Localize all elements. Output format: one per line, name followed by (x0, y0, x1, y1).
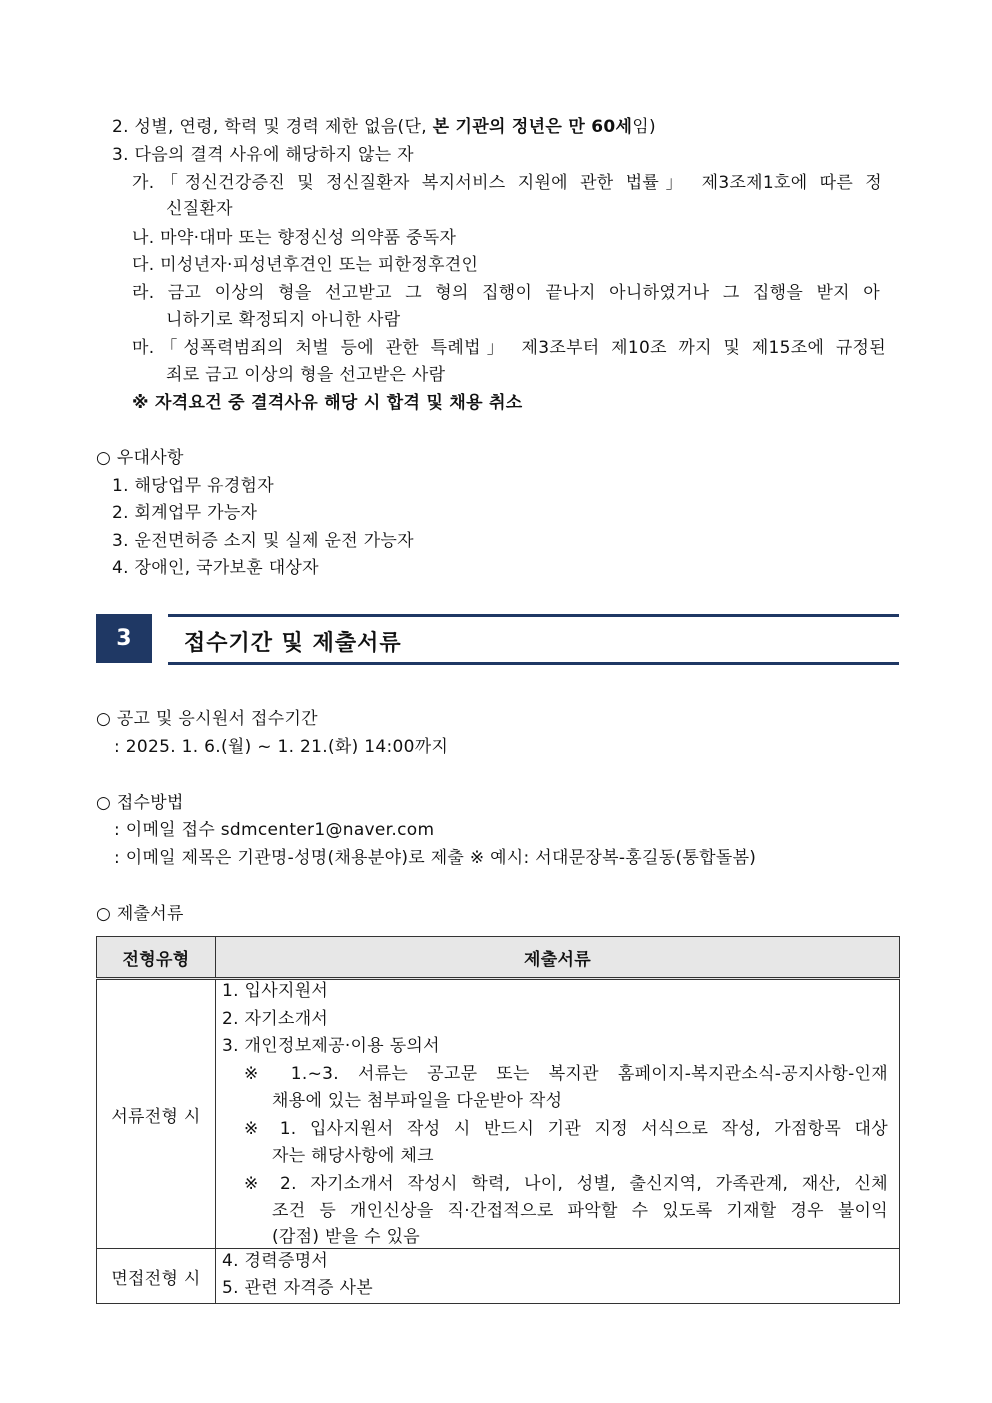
doc-item: 4. 경력증명서 (222, 1251, 329, 1271)
section-number-badge: 3 (96, 614, 152, 663)
qualification-item-2-text: 2. 성별, 연령, 학력 및 경력 제한 없음(단, (112, 117, 433, 137)
doc-note-2-line1: ※ 1. 입사지원서 작성 시 반드시 기관 지정 서식으로 작성, 가점항목 대상 (244, 1119, 888, 1139)
period-heading: ○ 공고 및 응시원서 접수기간 (96, 709, 318, 729)
row-docs-interview (216, 1249, 900, 1304)
disqualification-ra-line1: 라. 금고 이상의 형을 선고받고 그 형의 집행이 끝나지 아니하였거나 그 집행을 받지 아 (132, 283, 880, 303)
doc-note-1-line1: ※ 1.~3. 서류는 공고문 또는 복지관 홈페이지-복지관소식-공지사항-인재 (244, 1064, 888, 1084)
documents-table (96, 936, 900, 1304)
doc-item: 3. 개인정보제공·이용 동의서 (222, 1036, 440, 1056)
doc-item: 1. 입사지원서 (222, 981, 329, 1001)
qualification-item-2-suffix: 임) (632, 117, 656, 137)
doc-note-3-line3: (감점) 받을 수 있음 (272, 1227, 421, 1247)
disqualification-note: ※ 자격요건 중 결격사유 해당 시 합격 및 채용 취소 (132, 393, 523, 413)
row-docs-document-screening (216, 979, 900, 1249)
row-type-interview: 면접전형 시 (97, 1249, 216, 1304)
doc-item: 5. 관련 자격증 사본 (222, 1278, 373, 1298)
documents-heading: ○ 제출서류 (96, 904, 184, 924)
disqualification-ga-line1: 가.「정신건강증진 및 정신질환자 복지서비스 지원에 관한 법률」 제3조제1호에 따른 정 (132, 173, 882, 193)
method-email: : 이메일 접수 sdmcenter1@naver.com (114, 820, 435, 840)
preference-item: 1. 해당업무 유경험자 (112, 476, 275, 496)
qualification-item-2 (112, 116, 656, 138)
section-title: 접수기간 및 제출서류 (184, 631, 402, 656)
doc-note-2-line2: 자는 해당사항에 체크 (272, 1146, 434, 1166)
doc-note-3-line2: 조건 등 개인신상을 직·간접적으로 파악할 수 있도록 기재할 경우 불이익 (272, 1201, 888, 1221)
row-type-document-screening: 서류전형 시 (97, 979, 216, 1249)
table-header-row (97, 937, 900, 979)
method-subject-rule: : 이메일 제목은 기관명-성명(채용분야)로 제출 ※ 예시: 서대문장복-홍길동(통합돌봄) (114, 848, 757, 868)
qualification-item-3: 3. 다음의 결격 사유에 해당하지 않는 자 (112, 145, 414, 165)
disqualification-ma-line1: 마.「성폭력범죄의 처벌 등에 관한 특례법」 제3조부터 제10조 까지 및 제15조에 규정된 (132, 338, 886, 358)
column-header-docs: 제출서류 (216, 937, 900, 979)
preference-item: 4. 장애인, 국가보훈 대상자 (112, 558, 319, 578)
doc-note-1-line2: 채용에 있는 첨부파일을 다운받아 작성 (272, 1091, 563, 1111)
disqualification-ga-line2: 신질환자 (166, 199, 233, 219)
disqualification-ma-line2: 죄로 금고 이상의 형을 선고받은 사람 (166, 365, 446, 385)
preference-item: 2. 회계업무 가능자 (112, 503, 258, 523)
preference-item: 3. 운전면허증 소지 및 실제 운전 가능자 (112, 531, 414, 551)
column-header-type: 전형유형 (97, 937, 216, 979)
method-heading: ○ 접수방법 (96, 793, 184, 813)
section-title-bar (168, 614, 899, 665)
retirement-age-text: 본 기관의 정년은 만 60세 (432, 117, 633, 137)
doc-item: 2. 자기소개서 (222, 1009, 329, 1029)
disqualification-da: 다. 미성년자·피성년후견인 또는 피한정후견인 (132, 255, 479, 275)
table-row (97, 979, 900, 1249)
period-value: : 2025. 1. 6.(월) ~ 1. 21.(화) 14:00까지 (114, 737, 449, 757)
preference-heading: ○ 우대사항 (96, 448, 184, 468)
disqualification-na: 나. 마약·대마 또는 향정신성 의약품 중독자 (132, 228, 457, 248)
doc-note-3-line1: ※ 2. 자기소개서 작성시 학력, 나이, 성별, 출신지역, 가족관계, 재산, 신체 (244, 1174, 888, 1194)
disqualification-ra-line2: 니하기로 확정되지 아니한 사람 (166, 310, 401, 330)
table-row (97, 1249, 900, 1304)
